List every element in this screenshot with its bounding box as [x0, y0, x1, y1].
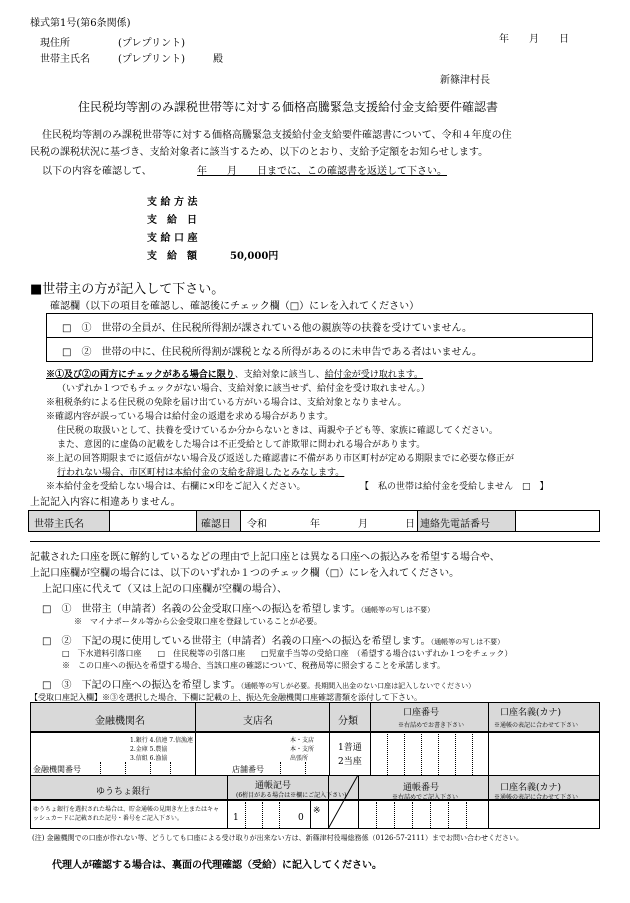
- account-table-caption: 【受取口座記入欄】※③を選択した場合、下欄に記載の上、振込先金融機関口座確認書類を添付して下さい。: [30, 693, 422, 702]
- note-tax-treaty: ※租税条約による住民税の免除を届け出ている方がいる場合は、支給対象となりません。: [46, 398, 407, 408]
- yucho-account-name-header: 口座名義(カナ): [500, 783, 562, 793]
- householder-suffix: 殿: [213, 54, 223, 65]
- symbol-zero: 0: [298, 813, 304, 823]
- symbol-sixth-digit-mark: ※: [313, 806, 321, 816]
- day-label: 日: [405, 519, 415, 530]
- check-no-dependents[interactable]: □ ① 世帯の全員が、住民税所得割が課されている他の親族等の扶養を受けていません。: [62, 323, 473, 334]
- account-number-note: ※右詰めでお書き下さい: [398, 722, 465, 729]
- document-title: 住民税均等割のみ課税世帯等に対する価格高騰緊急支援給付金支給要件確認書: [78, 100, 499, 114]
- intro-line-2: 民税の課税状況に基づき、支給対象者に該当するため、以下のとおり、支給予定額をお知らせします。: [30, 147, 489, 158]
- branch-name-header: 支店名: [243, 716, 273, 727]
- return-deadline: 年 月 日までに、この確認書を返送して下さい。: [197, 166, 447, 177]
- year-label: 年: [310, 519, 320, 530]
- householder-label: 世帯主氏名: [40, 54, 90, 65]
- intro-line-1: 住民税均等割のみ課税世帯等に対する価格高騰緊急支援給付金支給要件確認書について、令和４年度の住: [42, 130, 512, 141]
- branch-type-3[interactable]: 出張所: [290, 755, 309, 762]
- confirm-name-label: 世帯主氏名: [34, 519, 84, 530]
- note-family-check: 住民税の取扱いとして、扶養を受けているか分からないときは、両親や子ども等、家族に確認してください。: [57, 426, 498, 436]
- householder-value: (プレプリント): [118, 54, 186, 65]
- payment-method-label: 支 給 方 法: [147, 197, 198, 208]
- phone-input[interactable]: [515, 510, 600, 532]
- payment-amount: 50,000円: [230, 251, 279, 262]
- diagonal-divider: [328, 775, 358, 829]
- option-public-account[interactable]: □ ① 世帯主（申請者）名義の公金受取口座への振込を希望します。（通帳等の写しは不要）: [42, 604, 435, 615]
- yucho-bank-label: ゆうちょ銀行: [96, 787, 151, 797]
- passbook-number-note: ※右詰めでご記入下さい: [392, 794, 459, 801]
- kind-current[interactable]: 2当座: [338, 757, 362, 767]
- alt-account-para-2: 上記口座欄が空欄の場合には、以下のいずれか１つのチェック欄（□）にレを入れてください。: [30, 568, 460, 579]
- option2-consent: ※ この口座への振込を希望する場合、当該口座の確認について、税務局等に照会することを承諾します。: [62, 661, 446, 670]
- bank-type-options-2[interactable]: 2.金庫 5.農協: [130, 746, 168, 753]
- option1-subnote: ※ マイナポータル等から公金受取口座を登録していることが必要。: [74, 617, 322, 626]
- payment-date-label: 支 給 日: [147, 215, 197, 226]
- month-label: 月: [358, 519, 368, 530]
- option-specified-account[interactable]: □ ③ 下記の口座への振込を希望します。（通帳等の写しが必要。長期間入出金のない口座は記入しないでください）: [42, 680, 476, 691]
- bank-name-header: 金融機関名: [95, 716, 145, 727]
- account-name-header: 口座名義(カナ): [500, 708, 562, 718]
- branch-code-label: 店舗番号: [232, 765, 264, 774]
- era-label: 令和: [247, 519, 267, 530]
- bank-code-label: 金融機関番号: [33, 765, 81, 774]
- payment-account-label: 支 給 口 座: [147, 233, 198, 244]
- confirm-name-input[interactable]: [109, 510, 197, 532]
- note-fraud: また、意図的に虚偽の記載をした場合は不正受給として詐欺罪に問われる場合があります。: [57, 440, 426, 450]
- issuer: 新篠津村長: [440, 75, 490, 86]
- address-label: 現住所: [40, 38, 70, 49]
- payment-amount-label: 支 給 額: [147, 251, 197, 262]
- confirm-date-label: 確認日: [201, 519, 231, 530]
- note-deemed-declined: 行われない場合、市区町村は本給付金の支給を辞退したとみなします。: [57, 468, 345, 478]
- passbook-symbol-note: (6桁目がある場合は※欄にご記入下さい): [236, 792, 347, 799]
- bank-type-options-3[interactable]: 3.信組 6.漁協: [130, 755, 168, 762]
- alt-account-para-3: 上記口座に代えて（又は上記の口座欄が空欄の場合）、: [42, 584, 287, 595]
- issue-date-fields: 年 月 日: [499, 34, 569, 45]
- footer-note: (注) 金融機関での口座が作れない等、どうしても口座による受け取りが出来ない方は、新篠津村役場総務係（0126-57-2111）までお問い合わせください。: [32, 834, 523, 842]
- branch-type-1[interactable]: 本・支店: [290, 737, 315, 744]
- intro-line-3a: 以下の内容を確認して、: [42, 166, 152, 177]
- note-repayment: ※確認内容が誤っている場合は給付金の返還を求める場合があります。: [46, 412, 334, 422]
- decline-checkbox[interactable]: 【 私の世帯は給付金を受給しません □ 】: [360, 482, 549, 492]
- confirm-statement: 上記記入内容に相違ありません。: [30, 497, 181, 508]
- section1-heading: ■世帯主の方が記入して下さい。: [30, 282, 225, 297]
- note-deadline: ※上記の回答期限までに返信がない場合及び返送した確認書に不備があり市区町村が定める期限までに必要な修正が: [46, 454, 515, 464]
- agent-note: 代理人が確認する場合は、裏面の代理確認（受給）に記入してください。: [52, 860, 382, 871]
- option-current-account[interactable]: □ ② 下記の現に使用している世帯主（申請者）名義の口座への振込を希望します。（通帳等の写しは不要）: [42, 636, 505, 647]
- note-eligible: 、支給対象に該当し、: [234, 370, 325, 380]
- account-name-note: ※通帳の表記に合わせて下さい: [494, 722, 579, 729]
- option2-account-types[interactable]: □ 下水道料引落口座 □ 住民税等の引落口座 □児童手当等の受給口座 （希望する場合はいずれか１つをチェック）: [62, 649, 513, 658]
- yucho-account-name-note: ※通帳の表記に合わせて下さい: [494, 794, 579, 801]
- section1-instruction: 確認欄（以下の項目を確認し、確認後にチェック欄（□）にレを入れてください）: [50, 301, 420, 312]
- phone-label: 連絡先電話番号: [420, 519, 490, 530]
- check-no-undeclared-income[interactable]: □ ② 世帯の中に、住民税所得割が課税となる所得があるのに未申告である者はいません。: [62, 347, 483, 358]
- form-number: 様式第1号(第6条関係): [30, 18, 131, 29]
- bank-type-options-1[interactable]: 1.銀行 4.信連 7.信漁連: [130, 737, 193, 744]
- yucho-instruction: ゆうちょ銀行を選択された場合は、貯金通帳の見開き左上またはキャッシュカードに記載された記号・番号をご記入下さい。: [33, 806, 220, 822]
- alt-account-para-1: 記載された口座を既に解約しているなどの理由で上記口座とは異なる口座への振込みを希望する場合や、: [30, 552, 500, 563]
- passbook-symbol-header: 通帳記号: [255, 781, 292, 791]
- kind-ordinary[interactable]: 1普通: [338, 743, 362, 753]
- account-kind-header: 分類: [338, 716, 358, 727]
- note-not-eligible: （いずれか１つでもチェックがない場合、支給対象に該当せず、給付金を受け取れません。）: [57, 384, 431, 394]
- note-receivable: 給付金が受け取れます。: [324, 370, 424, 380]
- account-number-header: 口座番号: [403, 708, 440, 718]
- note-decline-instruction: ※本給付金を受給しない場合は、右欄に×印をご記入ください。: [46, 482, 306, 492]
- passbook-number-header: 通帳番号: [403, 783, 440, 793]
- note-both-checked: ※①及び②の両方にチェックがある場合に限り: [46, 370, 235, 380]
- branch-type-2[interactable]: 本・支所: [290, 746, 315, 753]
- address-value: (プレプリント): [118, 38, 186, 49]
- symbol-first-digit: 1: [233, 813, 239, 823]
